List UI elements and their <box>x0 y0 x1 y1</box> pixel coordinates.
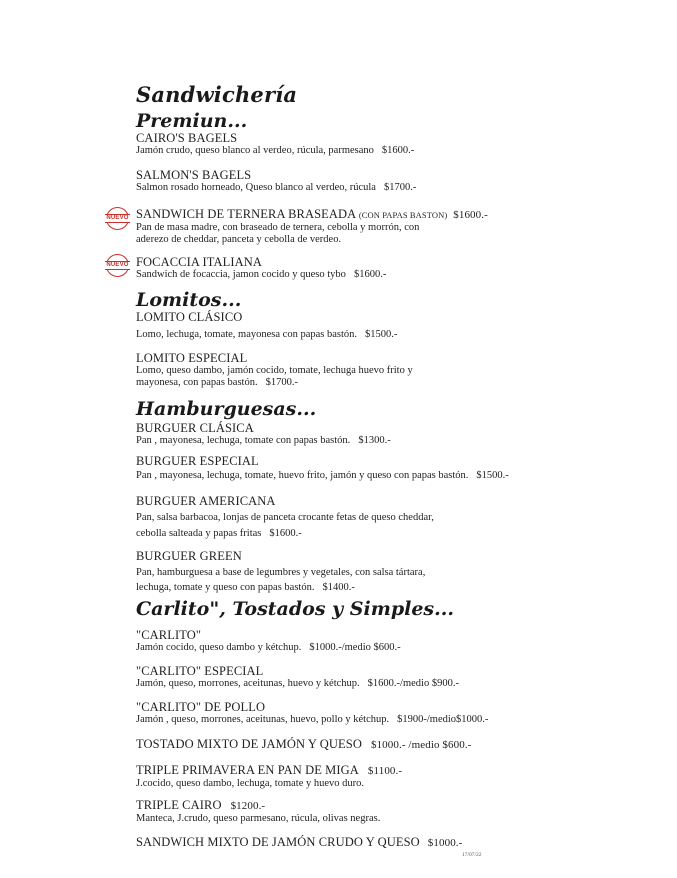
item-name: "CARLITO" DE POLLO <box>136 700 266 714</box>
item-name: SANDWICH DE TERNERA BRASEADA (CON PAPAS BASTON) $1600.- <box>136 207 488 221</box>
menu-item-burguer-especial <box>136 455 536 482</box>
item-price: $1000.- <box>427 837 463 849</box>
item-price: $1600.- <box>381 145 415 156</box>
item-price: $1500.- <box>476 470 509 481</box>
menu-item-burguer-green <box>136 550 536 595</box>
item-price: $1700.- <box>265 377 298 388</box>
item-name: CAIRO'S BAGELS <box>136 131 238 145</box>
item-desc: Salmon rosado horneado, Queso blanco al verdeo, rúcula $1700.- <box>136 182 417 193</box>
item-price: $1500.- <box>365 329 398 340</box>
item-name: TRIPLE PRIMAVERA EN PAN DE MIGA $1100.- <box>136 763 403 777</box>
nuevo-badge: NUEVO <box>106 254 129 277</box>
item-desc-line-2: aderezo de cheddar, panceta y cebolla de verdeo. <box>136 234 342 245</box>
item-desc: Pan , mayonesa, lechuga, tomate, huevo frito, jamón y queso con papas bastón. $1500.- <box>136 470 509 481</box>
item-price: $1600.- <box>269 528 302 539</box>
item-name: LOMITO ESPECIAL <box>136 351 248 365</box>
item-name: TRIPLE CAIRO $1200.- <box>136 798 266 812</box>
item-desc: Lomo, lechuga, tomate, mayonesa con papas bastón. $1500.- <box>136 329 398 340</box>
menu-item-salmons-bagels <box>136 169 536 194</box>
menu-item-focaccia <box>136 256 536 281</box>
item-name: BURGUER ESPECIAL <box>136 454 259 468</box>
item-desc-line-1: Pan de masa madre, con braseado de ternera, cebolla y morrón, con <box>136 222 420 233</box>
item-name: SANDWICH MIXTO DE JAMÓN CRUDO Y QUESO $1000.- <box>136 835 463 849</box>
item-name: LOMITO CLÁSICO <box>136 310 243 324</box>
item-price: $1200.- <box>230 800 266 812</box>
menu-item-sandwich-crudo <box>136 836 536 850</box>
item-desc: Jamón , queso, morrones, aceitunas, huevo, pollo y kétchup. $1900-/medio$1000.- <box>136 714 489 725</box>
menu-item-triple-cairo <box>136 799 536 825</box>
item-desc: J.cocido, queso dambo, lechuga, tomate y huevo duro. <box>136 778 365 789</box>
item-price: $1100.- <box>367 765 403 777</box>
item-desc-line-2: mayonesa, con papas bastón. $1700.- <box>136 377 298 388</box>
section-title-premium: Premiun... <box>136 110 248 132</box>
item-desc: Jamón crudo, queso blanco al verdeo, rúcula, parmesano $1600.- <box>136 145 415 156</box>
item-desc-line-2: lechuga, tomate y queso con papas bastón. $1400.- <box>136 582 355 593</box>
item-price: $1600.- <box>453 209 488 221</box>
item-desc: Sandwich de focaccia, jamon cocido y queso tybo $1600.- <box>136 269 387 280</box>
menu-item-burguer-clasica <box>136 422 536 447</box>
item-name: BURGUER GREEN <box>136 549 242 563</box>
section-title-lomitos: Lomitos... <box>136 289 242 311</box>
item-name: BURGUER AMERICANA <box>136 494 276 508</box>
menu-item-cairos-bagels <box>136 132 536 157</box>
item-desc: Pan , mayonesa, lechuga, tomate con papas bastón. $1300.- <box>136 435 391 446</box>
item-desc-line-2: cebolla salteada y papas fritas $1600.- <box>136 528 302 539</box>
item-price: $1600.- <box>353 269 387 280</box>
menu-item-tostado-mixto <box>136 738 536 752</box>
item-name: FOCACCIA ITALIANA <box>136 255 263 269</box>
item-name: TOSTADO MIXTO DE JAMÓN Y QUESO $1000.- /medio $600.- <box>136 737 472 751</box>
menu-item-lomito-especial <box>136 352 536 389</box>
item-name: SALMON'S BAGELS <box>136 168 252 182</box>
item-price: $1000.- /medio $600.- <box>370 739 472 751</box>
item-desc: Manteca, J.crudo, queso parmesano, rúcula, olivas negras. <box>136 813 381 824</box>
item-desc-line-1: Pan, salsa barbacoa, lonjas de panceta crocante fetas de queso cheddar, <box>136 512 434 523</box>
item-desc: Jamón, queso, morrones, aceitunas, huevo y kétchup. $1600.-/medio $900.- <box>136 678 459 689</box>
menu-item-carlito-pollo <box>136 701 536 726</box>
item-desc-line-1: Pan, hamburguesa a base de legumbres y vegetales, con salsa tártara, <box>136 567 426 578</box>
page-title: Sandwichería <box>136 82 298 107</box>
item-desc: Jamón cocido, queso dambo y kétchup. $1000.-/medio $600.- <box>136 642 401 653</box>
item-note: (CON PAPAS BASTON) <box>358 210 448 220</box>
item-price: $1000.-/medio $600.- <box>309 642 401 653</box>
menu-item-carlito <box>136 629 536 654</box>
item-desc-line-1: Lomo, queso dambo, jamón cocido, tomate, lechuga huevo frito y <box>136 365 413 376</box>
menu-item-ternera <box>136 208 536 246</box>
item-name: "CARLITO" ESPECIAL <box>136 664 264 678</box>
item-price: $1900-/medio$1000.- <box>397 714 489 725</box>
menu-item-lomito-clasico <box>136 311 536 341</box>
date-stamp: 17/07/22 <box>462 852 482 858</box>
item-price: $1700.- <box>383 182 417 193</box>
menu-item-burguer-americana <box>136 495 536 542</box>
section-title-hamburguesas: Hamburguesas... <box>136 398 317 420</box>
menu-item-carlito-especial <box>136 665 536 690</box>
item-price: $1600.-/medio $900.- <box>367 678 459 689</box>
menu-item-triple-primavera <box>136 764 536 790</box>
nuevo-badge: NUEVO <box>106 207 129 230</box>
section-title-carlito: Carlito", Tostados y Simples... <box>136 598 454 620</box>
item-price: $1300.- <box>358 435 391 446</box>
item-price: $1400.- <box>322 582 355 593</box>
item-name: "CARLITO" <box>136 628 202 642</box>
item-name: BURGUER CLÁSICA <box>136 421 254 435</box>
